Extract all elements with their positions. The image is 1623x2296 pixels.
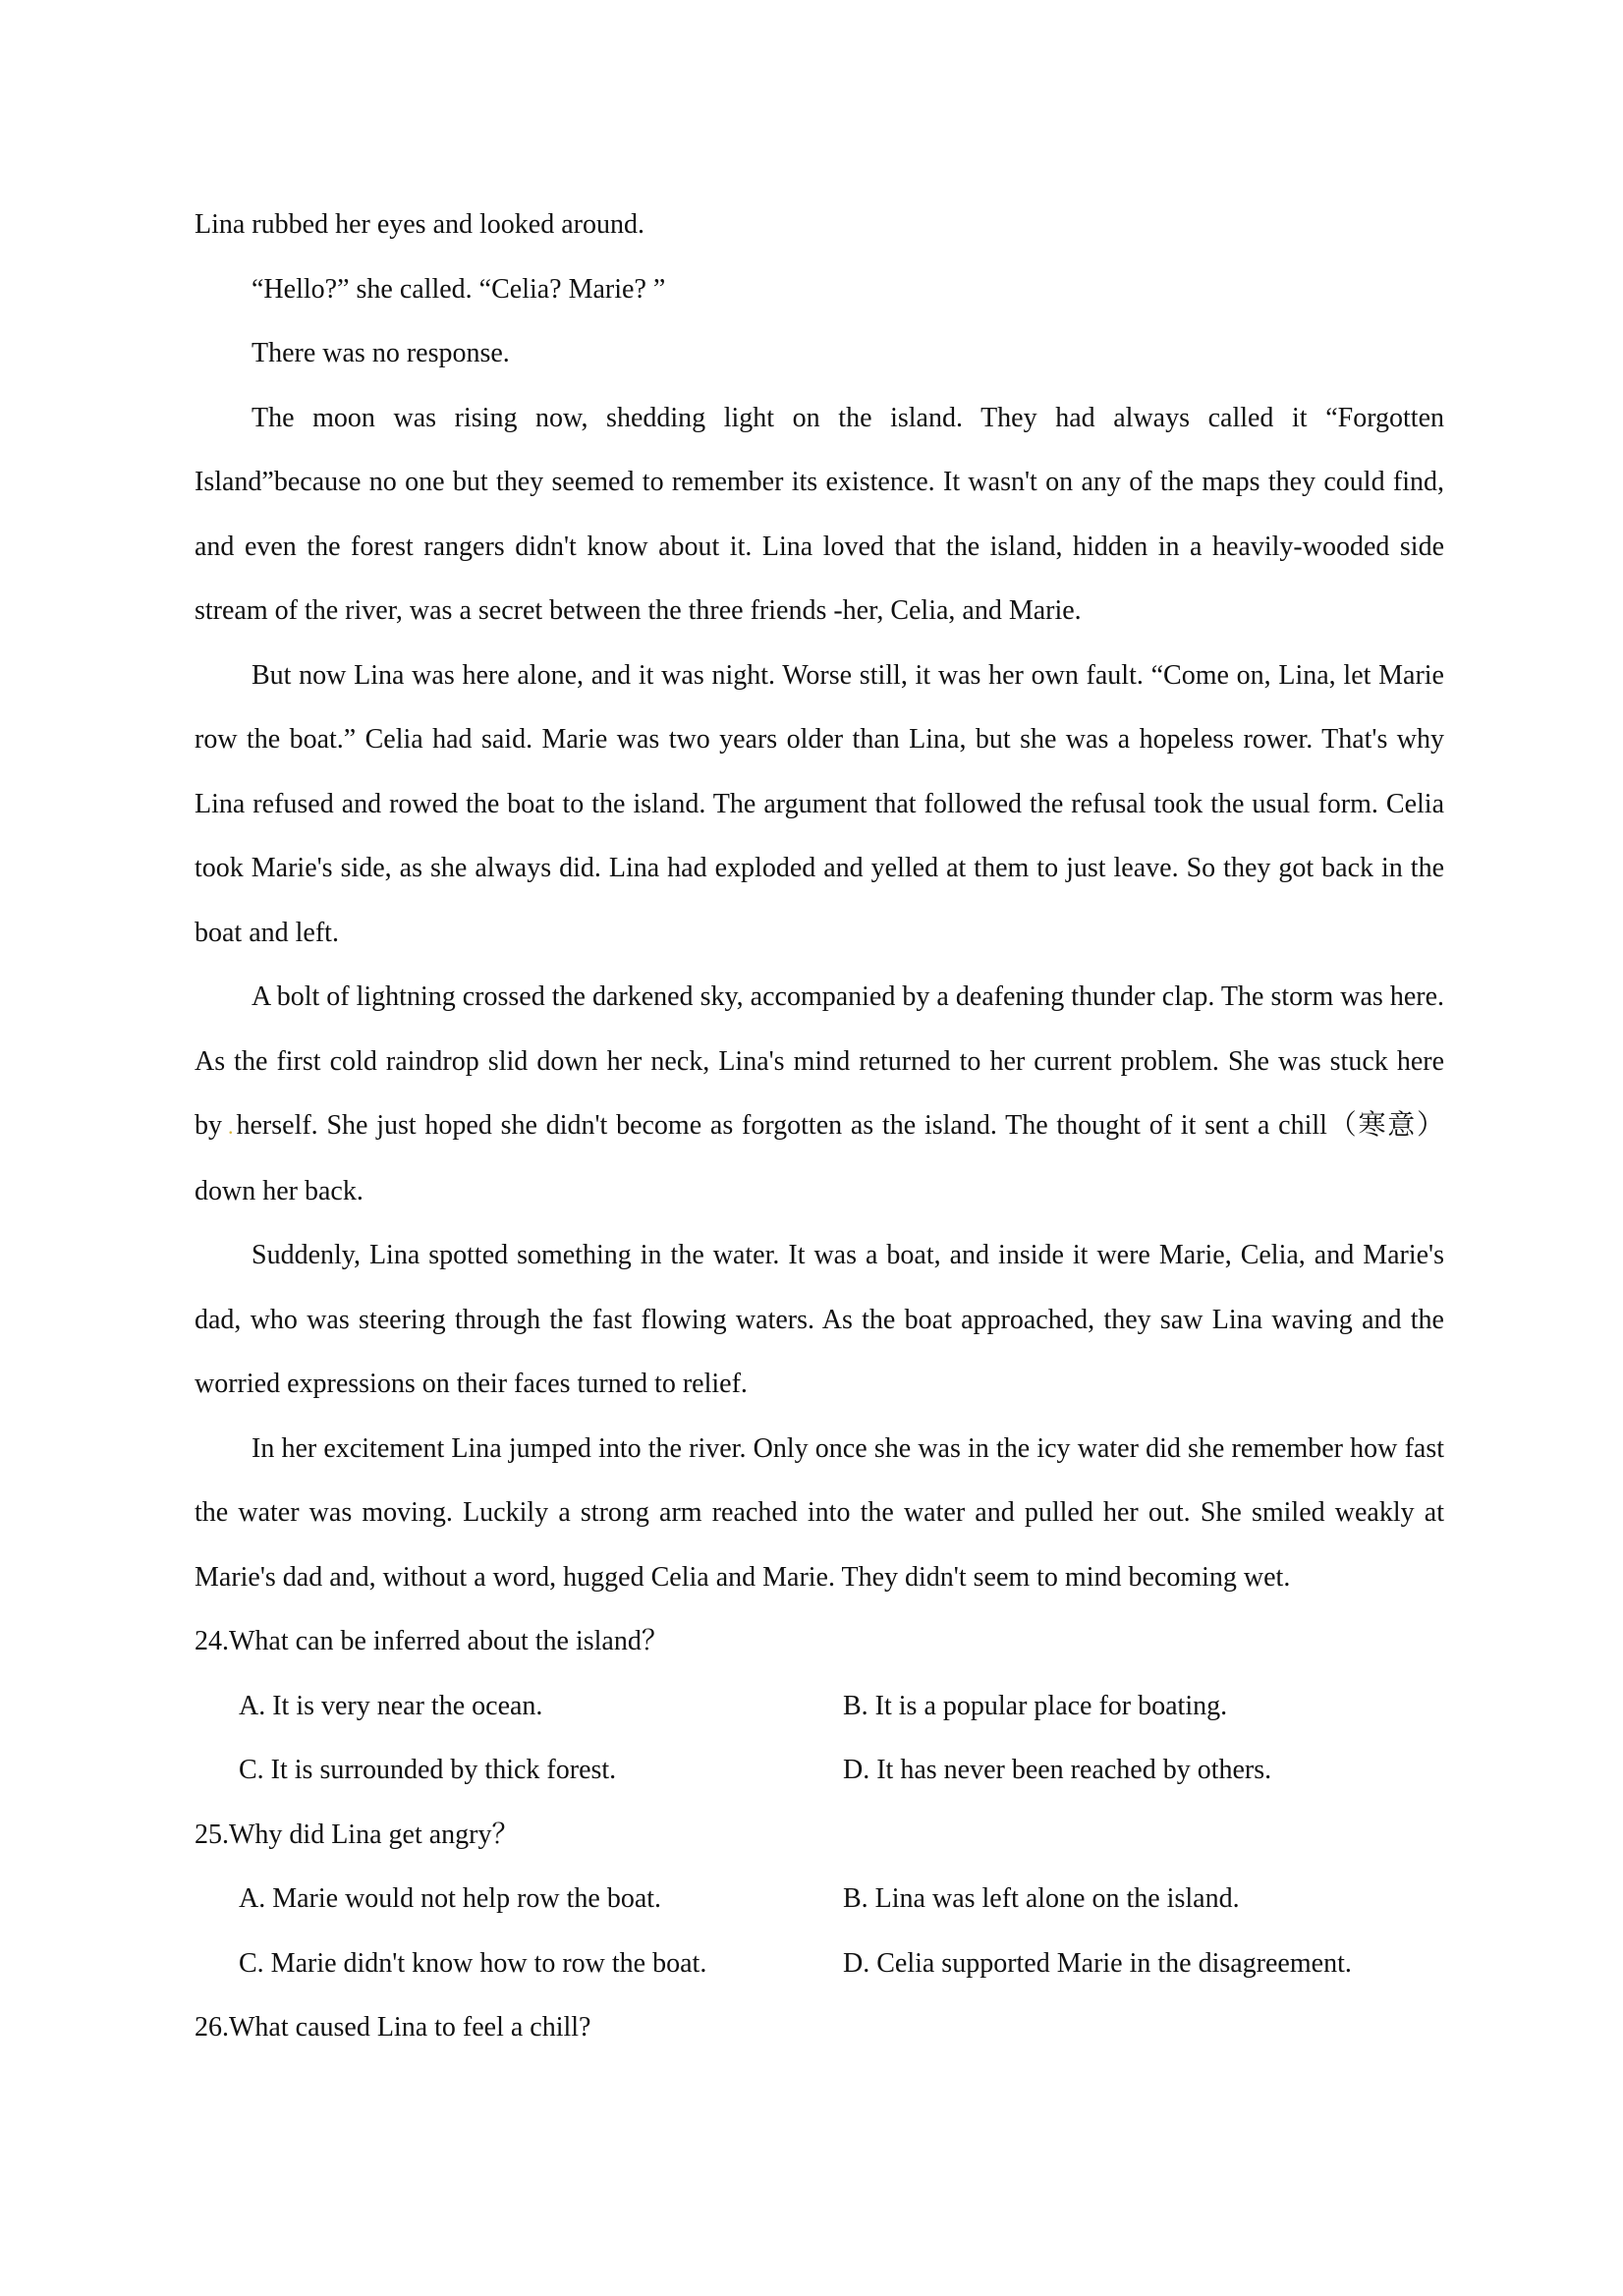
answer-option: C. It is surrounded by thick forest. — [239, 1755, 617, 1785]
document-page — [195, 193, 1444, 2060]
paragraph-text: A bolt of lightning crossed the darkened sky, accompanied by a deafening thunder clap. The storm was here. As the first cold raindrop slid down her neck, Lina's mind returned to her current problem. She was stuck here by — [195, 981, 1444, 1141]
answer-option: C. Marie didn't know how to row the boat. — [239, 1947, 707, 1979]
passage-paragraph: But now Lina was here alone, and it was night. Worse still, it was her own fault. “Come on, Lina, let Marie row the boat.” Celia had said. Marie was two years older than Lina, but she was a hopeless rower. That's why Lina refused and rowed the boat to the island. The argument that followed the refusal took the usual form. Celia took Marie's side, as she always did. Lina had exploded and yelled at them to just leave. So they got back in the boat and left. — [195, 659, 1444, 948]
answer-option: D. Celia supported Marie in the disagreement. — [843, 1947, 1352, 1979]
stray-dot-mark: . — [228, 1114, 234, 1139]
question-block — [195, 1803, 1444, 1996]
answer-option: A. Marie would not help row the boat. — [239, 1883, 662, 1914]
passage-paragraph: “Hello?” she called. “Celia? Marie? ” — [252, 273, 666, 305]
passage-paragraph: Lina rubbed her eyes and looked around. — [195, 209, 644, 240]
answer-option: D. It has never been reached by others. — [843, 1755, 1272, 1785]
question-block — [195, 1995, 1444, 2060]
passage-paragraph: In her excitement Lina jumped into the river. Only once she was in the icy water did she remember how fast the water was moving. Luckily a strong arm reached into the water and pulled her out. She smiled weakly at Marie's dad and, without a word, hugged Celia and Marie. They didn't seem to mind becoming wet. — [195, 1432, 1444, 1593]
passage-paragraph: There was no response. — [252, 338, 510, 368]
question-block — [195, 1609, 1444, 1803]
answer-options — [195, 1674, 1444, 1803]
passage-paragraph — [195, 965, 1444, 1223]
passage-paragraph: Suddenly, Lina spotted something in the water. It was a boat, and inside it were Marie, Celia, and Marie's dad, who was steering through the fast flowing waters. As the boat approached, they saw Lina waving and the worried expressions on their faces turned to relief. — [195, 1240, 1444, 1399]
passage-paragraph: The moon was rising now, shedding light on the island. They had always called it “Forgotten Island”because no one but they seemed to remember its existence. It wasn't on any of the maps they could find, and even the forest rangers didn't know about it. Lina loved that the island, hidden in a heavily-wooded side stream of the river, was a secret between the three friends -her, Celia, and Marie. — [195, 402, 1444, 626]
answer-option: B. It is a popular place for boating. — [843, 1690, 1228, 1721]
paragraph-text: herself. She just hoped she didn't become as forgotten as the island. The thought of it sent a chill（寒意）down her back. — [195, 1110, 1444, 1206]
answer-option: B. Lina was left alone on the island. — [843, 1883, 1240, 1914]
question-stem: 25.Why did Lina get angry？ — [195, 1819, 520, 1850]
answer-option: A. It is very near the ocean. — [239, 1690, 543, 1721]
question-stem: 24.What can be inferred about the island？ — [195, 1626, 669, 1656]
reading-passage — [195, 193, 1444, 1609]
answer-options — [195, 1867, 1444, 1995]
question-stem: 26.What caused Lina to feel a chill? — [195, 2012, 591, 2043]
